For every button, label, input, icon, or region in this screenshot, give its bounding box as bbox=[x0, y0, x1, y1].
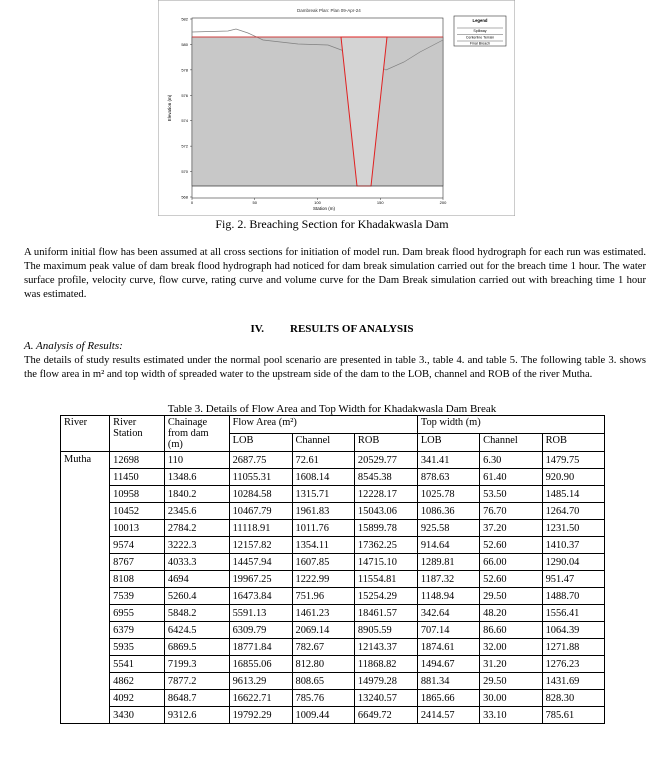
table-cell: 1025.78 bbox=[417, 486, 479, 503]
table-header-row-1 bbox=[61, 416, 605, 434]
header-flow-area: Flow Area (m²) bbox=[229, 416, 417, 434]
table-cell: 878.63 bbox=[417, 469, 479, 486]
y-axis-label: Elevation (m) bbox=[167, 94, 172, 122]
table-row bbox=[61, 588, 605, 605]
x-axis-label: Station (m) bbox=[312, 206, 336, 211]
table-cell: 1231.50 bbox=[542, 520, 604, 537]
table-row bbox=[61, 690, 605, 707]
table-cell: 5260.4 bbox=[164, 588, 229, 605]
table-cell: 11868.82 bbox=[354, 656, 417, 673]
y-tick-label: 568 bbox=[181, 194, 188, 200]
table-cell: 37.20 bbox=[480, 520, 542, 537]
table-cell: 5541 bbox=[110, 656, 165, 673]
table-cell: 6424.5 bbox=[164, 622, 229, 639]
table-cell: 7539 bbox=[110, 588, 165, 605]
table-cell: 15899.78 bbox=[354, 520, 417, 537]
table-cell: 14715.10 bbox=[354, 554, 417, 571]
table-cell: 53.50 bbox=[480, 486, 542, 503]
table-cell: 16855.06 bbox=[229, 656, 292, 673]
section-number: IV. bbox=[250, 323, 265, 335]
table-body bbox=[61, 452, 605, 724]
y-tick-label: 578 bbox=[181, 67, 188, 73]
legend-item-final-breach: Final Breach bbox=[469, 41, 491, 46]
table-cell: 66.00 bbox=[480, 554, 542, 571]
table-cell: 6379 bbox=[110, 622, 165, 639]
table-cell: 812.80 bbox=[292, 656, 354, 673]
table-cell: 4862 bbox=[110, 673, 165, 690]
table-cell: 2687.75 bbox=[229, 452, 292, 469]
legend-item-spillway: Spillway bbox=[473, 29, 487, 33]
table-cell: 52.60 bbox=[480, 537, 542, 554]
header-lob: LOB bbox=[229, 434, 292, 452]
header-river: River bbox=[61, 416, 110, 452]
table-cell: 1290.04 bbox=[542, 554, 604, 571]
table-cell: 61.40 bbox=[480, 469, 542, 486]
table-cell: 10452 bbox=[110, 503, 165, 520]
table-cell: 10958 bbox=[110, 486, 165, 503]
table-cell: 31.20 bbox=[480, 656, 542, 673]
table-cell: 18461.57 bbox=[354, 605, 417, 622]
header-top-width: Top width (m) bbox=[417, 416, 604, 434]
table-cell: 18771.84 bbox=[229, 639, 292, 656]
header-rob: ROB bbox=[354, 434, 417, 452]
table-cell: 7877.2 bbox=[164, 673, 229, 690]
table-cell: 925.58 bbox=[417, 520, 479, 537]
y-tick-label: 570 bbox=[181, 169, 188, 175]
table-cell: 951.47 bbox=[542, 571, 604, 588]
table-row bbox=[61, 673, 605, 690]
table-cell: 1148.94 bbox=[417, 588, 479, 605]
table-cell: 1840.2 bbox=[164, 486, 229, 503]
table-cell: 4092 bbox=[110, 690, 165, 707]
table-cell: 1461.23 bbox=[292, 605, 354, 622]
figure-legend bbox=[454, 16, 506, 46]
table-cell: 1608.14 bbox=[292, 469, 354, 486]
table-cell: 8905.59 bbox=[354, 622, 417, 639]
table-cell: 32.00 bbox=[480, 639, 542, 656]
table-cell: 808.65 bbox=[292, 673, 354, 690]
table-cell: 1348.6 bbox=[164, 469, 229, 486]
header-lob: LOB bbox=[417, 434, 479, 452]
table-cell: 1009.44 bbox=[292, 707, 354, 724]
table-cell: 11118.91 bbox=[229, 520, 292, 537]
table-cell: 1289.81 bbox=[417, 554, 479, 571]
table-row bbox=[61, 639, 605, 656]
table-row bbox=[61, 571, 605, 588]
table-cell: 920.90 bbox=[542, 469, 604, 486]
table-row bbox=[61, 520, 605, 537]
table-cell: 6.30 bbox=[480, 452, 542, 469]
table-cell: 914.64 bbox=[417, 537, 479, 554]
table-cell: 5935 bbox=[110, 639, 165, 656]
flow-area-table bbox=[60, 415, 605, 724]
table-cell: 707.14 bbox=[417, 622, 479, 639]
table-cell: 15254.29 bbox=[354, 588, 417, 605]
table-cell: 14979.28 bbox=[354, 673, 417, 690]
table-cell: 1410.37 bbox=[542, 537, 604, 554]
table-cell: 12157.82 bbox=[229, 537, 292, 554]
table-cell: 11554.81 bbox=[354, 571, 417, 588]
table-cell: 2069.14 bbox=[292, 622, 354, 639]
table-cell: 1271.88 bbox=[542, 639, 604, 656]
table-cell: 1479.75 bbox=[542, 452, 604, 469]
section-heading bbox=[0, 323, 664, 335]
table-cell: 13240.57 bbox=[354, 690, 417, 707]
table-row bbox=[61, 452, 605, 469]
table-cell: 12698 bbox=[110, 452, 165, 469]
table-cell: 8108 bbox=[110, 571, 165, 588]
table-cell: 1494.67 bbox=[417, 656, 479, 673]
table-cell: 48.20 bbox=[480, 605, 542, 622]
table-cell: 1865.66 bbox=[417, 690, 479, 707]
table-cell: 11450 bbox=[110, 469, 165, 486]
header-station: River Station bbox=[110, 416, 165, 452]
table-cell: 5848.2 bbox=[164, 605, 229, 622]
table-cell: 110 bbox=[164, 452, 229, 469]
table-cell: 1315.71 bbox=[292, 486, 354, 503]
table-cell: 1607.85 bbox=[292, 554, 354, 571]
x-tick-label: 150 bbox=[376, 200, 384, 205]
table-cell: 14457.94 bbox=[229, 554, 292, 571]
y-tick-label: 580 bbox=[181, 41, 188, 47]
table-cell: 29.50 bbox=[480, 588, 542, 605]
table-cell: 1488.70 bbox=[542, 588, 604, 605]
table-cell: 6955 bbox=[110, 605, 165, 622]
table-row bbox=[61, 605, 605, 622]
y-tick-label: 582 bbox=[181, 16, 188, 22]
legend-item-terrain: Centerline Terrain bbox=[465, 35, 495, 40]
table-cell: 4033.3 bbox=[164, 554, 229, 571]
breach-section-chart bbox=[158, 0, 515, 216]
table-cell: 9312.6 bbox=[164, 707, 229, 724]
table-cell: 19792.29 bbox=[229, 707, 292, 724]
table-cell: 29.50 bbox=[480, 673, 542, 690]
table-cell: 10013 bbox=[110, 520, 165, 537]
dam-body bbox=[192, 37, 443, 186]
table-cell: 1485.14 bbox=[542, 486, 604, 503]
table-row bbox=[61, 486, 605, 503]
subsection-heading: A. Analysis of Results: bbox=[24, 340, 123, 352]
table-cell: 1276.23 bbox=[542, 656, 604, 673]
table-cell: 17362.25 bbox=[354, 537, 417, 554]
paragraph-results: The details of study results estimated under the normal pool scenario are presented in table 3., table 4. and table 5. The following table 3. shows the flow area in m² and top width of spreaded water to the upstream side of the dam to the LOB, channel and ROB of the river Mutha. bbox=[24, 355, 646, 380]
table-cell: 782.67 bbox=[292, 639, 354, 656]
table-cell: 8767 bbox=[110, 554, 165, 571]
table-row bbox=[61, 537, 605, 554]
table-cell: 1187.32 bbox=[417, 571, 479, 588]
table-cell: 20529.77 bbox=[354, 452, 417, 469]
table-cell: 1961.83 bbox=[292, 503, 354, 520]
table-cell: 8648.7 bbox=[164, 690, 229, 707]
table-cell: 1874.61 bbox=[417, 639, 479, 656]
table-cell: 1556.41 bbox=[542, 605, 604, 622]
x-tick-label: 50 bbox=[252, 200, 257, 205]
table-cell: 12228.17 bbox=[354, 486, 417, 503]
table-cell: 785.61 bbox=[542, 707, 604, 724]
header-channel: Channel bbox=[292, 434, 354, 452]
table-cell: 828.30 bbox=[542, 690, 604, 707]
x-tick-label: 0 bbox=[190, 200, 194, 205]
table-row bbox=[61, 554, 605, 571]
header-chainage: Chainage from dam (m) bbox=[164, 416, 229, 452]
header-channel: Channel bbox=[480, 434, 542, 452]
table-cell: 1011.76 bbox=[292, 520, 354, 537]
table-cell: 19967.25 bbox=[229, 571, 292, 588]
table-cell: 1086.36 bbox=[417, 503, 479, 520]
table-cell: 30.00 bbox=[480, 690, 542, 707]
section-title: RESULTS OF ANALYSIS bbox=[290, 323, 414, 335]
y-tick-label: 576 bbox=[181, 92, 188, 98]
table-row bbox=[61, 503, 605, 520]
table-cell: 12143.37 bbox=[354, 639, 417, 656]
table-cell: 2345.6 bbox=[164, 503, 229, 520]
table-row bbox=[61, 656, 605, 673]
table-cell: 785.76 bbox=[292, 690, 354, 707]
table-cell: 1264.70 bbox=[542, 503, 604, 520]
table-cell: 76.70 bbox=[480, 503, 542, 520]
table-cell: 16473.84 bbox=[229, 588, 292, 605]
table-cell: 2414.57 bbox=[417, 707, 479, 724]
table-cell: 6869.5 bbox=[164, 639, 229, 656]
header-rob: ROB bbox=[542, 434, 604, 452]
table-cell: 1431.69 bbox=[542, 673, 604, 690]
y-tick-label: 574 bbox=[181, 118, 188, 124]
table-cell: 9574 bbox=[110, 537, 165, 554]
table-cell: 33.10 bbox=[480, 707, 542, 724]
table-cell: 342.64 bbox=[417, 605, 479, 622]
table-cell: 5591.13 bbox=[229, 605, 292, 622]
table-cell: 52.60 bbox=[480, 571, 542, 588]
figure-caption: Fig. 2. Breaching Section for Khadakwasla Dam bbox=[215, 217, 449, 231]
table-cell: 7199.3 bbox=[164, 656, 229, 673]
table-cell: 10284.58 bbox=[229, 486, 292, 503]
table-cell: 11055.31 bbox=[229, 469, 292, 486]
table-cell: 1222.99 bbox=[292, 571, 354, 588]
table-cell: 72.61 bbox=[292, 452, 354, 469]
table-cell: 881.34 bbox=[417, 673, 479, 690]
table-cell: 16622.71 bbox=[229, 690, 292, 707]
table-cell: 2784.2 bbox=[164, 520, 229, 537]
paragraph-model-run: A uniform initial flow has been assumed at all cross sections for initiation of model run. Dam break flood hydrograph for each run was estimated. The maximum peak value of dam break flood hydrograph had noticed for dam break simulation carried out for the breach time 1 hour. The water surface profile, velocity curve, flow curve, rating curve and volume curve for the Dam Break simulation carried out with breaching time 1 hour was estimated. bbox=[24, 247, 646, 300]
table-row bbox=[61, 622, 605, 639]
legend-title: Legend bbox=[472, 18, 488, 23]
table-row bbox=[61, 707, 605, 724]
figure-title-line: Dambreak Plan: Plan 09-Apr-24 bbox=[297, 8, 361, 13]
y-tick-label: 572 bbox=[181, 143, 188, 149]
table-cell: 4694 bbox=[164, 571, 229, 588]
breach-section-figure bbox=[158, 0, 515, 216]
table-cell: 3222.3 bbox=[164, 537, 229, 554]
table-cell: 86.60 bbox=[480, 622, 542, 639]
table-cell: 3430 bbox=[110, 707, 165, 724]
table-cell: 6309.79 bbox=[229, 622, 292, 639]
table-caption: Table 3. Details of Flow Area and Top Width for Khadakwasla Dam Break bbox=[167, 403, 497, 415]
table-cell: 341.41 bbox=[417, 452, 479, 469]
table-cell: 6649.72 bbox=[354, 707, 417, 724]
river-name-cell: Mutha bbox=[61, 452, 110, 724]
plot-area bbox=[181, 17, 447, 206]
table-cell: 9613.29 bbox=[229, 673, 292, 690]
x-tick-label: 200 bbox=[439, 200, 447, 205]
table-cell: 1354.11 bbox=[292, 537, 354, 554]
table-cell: 751.96 bbox=[292, 588, 354, 605]
table-cell: 8545.38 bbox=[354, 469, 417, 486]
table-row bbox=[61, 469, 605, 486]
table-cell: 10467.79 bbox=[229, 503, 292, 520]
x-tick-label: 100 bbox=[314, 200, 321, 205]
table-cell: 15043.06 bbox=[354, 503, 417, 520]
table-cell: 1064.39 bbox=[542, 622, 604, 639]
